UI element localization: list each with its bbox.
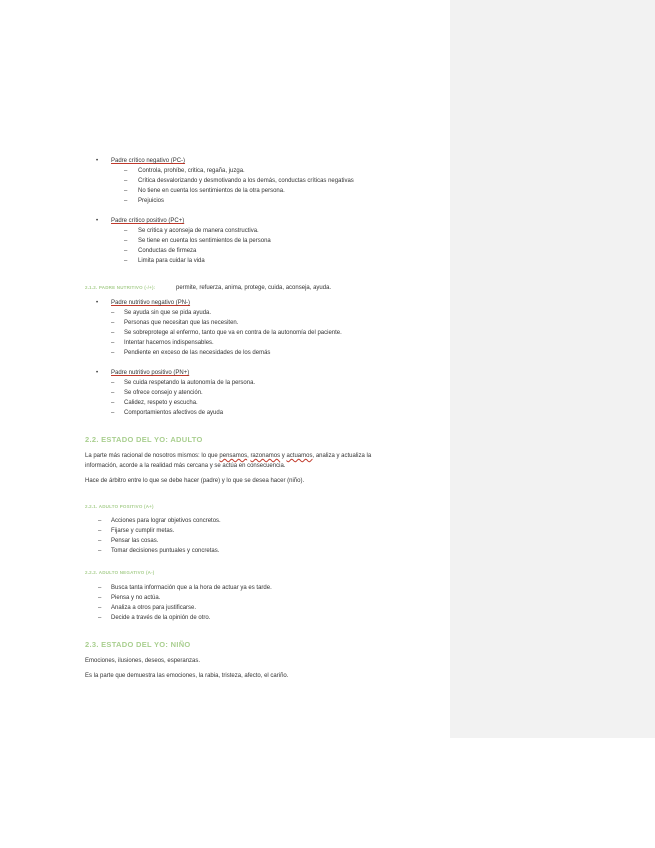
dash-icon: – — [124, 248, 128, 254]
pc-pos-title: Padre crítico positivo (PC+) — [111, 218, 185, 224]
dash-icon: – — [124, 188, 128, 194]
dash-icon: – — [111, 400, 115, 406]
list-item: Controla, prohíbe, critica, regaña, juzga. — [138, 168, 245, 174]
dash-icon: – — [124, 178, 128, 184]
adulto-paragraph-2: Hace de árbitro entre lo que se debe hacer (padre) y lo que se desea hacer (niño). — [85, 478, 305, 484]
list-item: Se ayuda sin que se pida ayuda. — [124, 310, 212, 316]
pc-neg-title: Padre crítico negativo (PC-) — [111, 158, 186, 164]
list-item: Conductas de firmeza — [138, 248, 197, 254]
dash-icon: – — [98, 585, 102, 591]
list-item: Calidez, respeto y escucha. — [124, 400, 198, 406]
list-item: No tiene en cuenta los sentimientos de la otra persona. — [138, 188, 285, 194]
list-item: Piensa y no actúa. — [111, 595, 161, 601]
list-item: Se tiene en cuenta los sentimientos de la persona — [138, 238, 271, 244]
list-item: Limita para cuidar la vida — [138, 258, 205, 264]
list-item: Se ofrece consejo y atención. — [124, 390, 203, 396]
dash-icon: – — [98, 595, 102, 601]
dash-icon: – — [111, 320, 115, 326]
bullet-icon: • — [96, 300, 99, 306]
dash-icon: – — [111, 350, 115, 356]
dash-icon: – — [111, 390, 115, 396]
list-item: Crítica desvalorizando y desmotivando a los demás, conductas críticas negativas — [138, 178, 354, 184]
list-item: Personas que necesitan que las necesiten. — [124, 320, 239, 326]
dash-icon: – — [98, 615, 102, 621]
adulto-paragraph-1: La parte más racional de nosotros mismos: lo que pensamos, razonamos y actuamos, analiza y actualiza la — [85, 453, 372, 459]
dash-icon: – — [98, 518, 102, 524]
dash-icon: – — [124, 198, 128, 204]
bullet-icon: • — [96, 158, 99, 164]
pn-pos-title: Padre nutritivo positivo (PN+) — [111, 370, 190, 376]
list-item: Intentar hacernos indispensables. — [124, 340, 214, 346]
list-item: Se critica y aconseja de manera constructiva. — [138, 228, 259, 234]
a-pos-heading: 2.2.1. ADULTO POSITIVO (A+) — [85, 504, 154, 509]
dash-icon: – — [98, 528, 102, 534]
bullet-icon: • — [96, 218, 99, 224]
comment-pane — [450, 0, 655, 738]
list-item: Se cuida respetando la autonomía de la persona. — [124, 380, 256, 386]
dash-icon: – — [124, 168, 128, 174]
list-item: Decide a través de la opinión de otro. — [111, 615, 211, 621]
dash-icon: – — [98, 538, 102, 544]
list-item: Analiza a otros para justificarse. — [111, 605, 197, 611]
adulto-paragraph-1-line2: información, acorde a la realidad más cercana y se actúa en consecuencia. — [85, 463, 286, 469]
adulto-heading: 2.2. ESTADO DEL YO: ADULTO — [85, 435, 203, 444]
dash-icon: – — [124, 258, 128, 264]
dash-icon: – — [111, 340, 115, 346]
list-item: Busca tanta información que a la hora de actuar ya es tarde. — [111, 585, 272, 591]
list-item: Pendiente en exceso de las necesidades de los demás — [124, 350, 271, 356]
list-item: Fijarse y cumplir metas. — [111, 528, 175, 534]
dash-icon: – — [111, 330, 115, 336]
nino-paragraph-1: Emociones, ilusiones, deseos, esperanzas. — [85, 658, 201, 664]
nino-heading: 2.3. ESTADO DEL YO: NIÑO — [85, 640, 191, 649]
pn-heading-text: permite, refuerza, anima, protege, cuida, aconseja, ayuda. — [176, 285, 332, 291]
list-item: Tomar decisiones puntuales y concretas. — [111, 548, 220, 554]
list-item: Prejuicios — [138, 198, 165, 204]
pn-neg-title: Padre nutritivo negativo (PN-) — [111, 300, 191, 306]
pn-heading: 2.1.2. PADRE NUTRITIVO (-/+): — [85, 285, 156, 290]
list-item: Comportamientos afectivos de ayuda — [124, 410, 224, 416]
dash-icon: – — [124, 228, 128, 234]
list-item: Acciones para lograr objetivos concretos. — [111, 518, 221, 524]
list-item: Se sobreprotege al enfermo, tanto que va en contra de la autonomía del paciente. — [124, 330, 342, 336]
a-neg-heading: 2.2.2. ADULTO NEGATIVO (A-) — [85, 570, 155, 575]
dash-icon: – — [98, 548, 102, 554]
dash-icon: – — [98, 605, 102, 611]
dash-icon: – — [111, 410, 115, 416]
dash-icon: – — [111, 310, 115, 316]
bullet-icon: • — [96, 370, 99, 376]
nino-paragraph-2: Es la parte que demuestra las emociones, la rabia, tristeza, afecto, el cariño. — [85, 673, 289, 679]
dash-icon: – — [111, 380, 115, 386]
list-item: Pensar las cosas. — [111, 538, 159, 544]
dash-icon: – — [124, 238, 128, 244]
